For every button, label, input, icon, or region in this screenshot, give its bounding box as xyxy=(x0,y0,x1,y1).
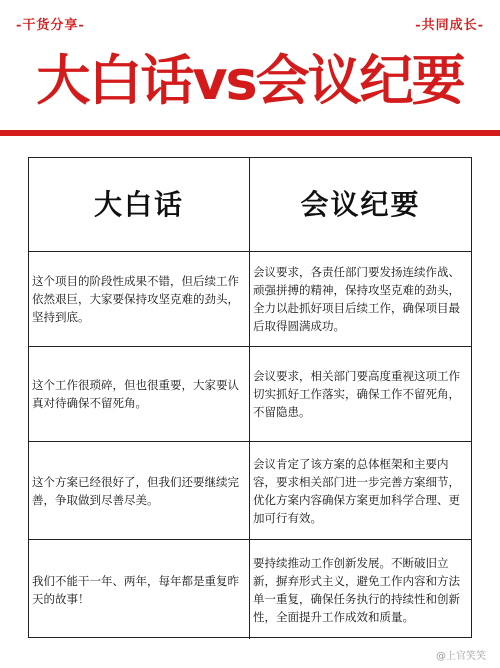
plain-cell-3: 这个方案已经很好了，但我们还要继续完善，争取做到尽善尽美。 xyxy=(29,442,250,540)
minutes-cell-4: 要持续推动工作创新发展。不断破旧立新，摒弃形式主义，避免工作内容和方法单一重复，确保任务执行的持续性和创新性，全面提升工作成效和质量。 xyxy=(253,555,460,624)
plain-cell-4: 我们不能干一年、两年，每年都是重复昨天的故事！ xyxy=(29,540,250,639)
title-divider xyxy=(0,130,500,136)
plain-cell-1: 这个项目的阶段性成果不错，但后续工作依然艰巨，大家要保持攻坚克难的劲头，坚持到底。 xyxy=(29,252,250,347)
author-watermark: @上官笑笑 xyxy=(436,651,486,662)
minutes-cell-1: 会议要求，各责任部门要发扬连续作战、顽强拼搏的精神，保持攻坚克难的劲头，全力以赴抓好项目后续工作，确保项目最后取得圆满成功。 xyxy=(250,252,471,347)
tag-share: -干货分享- xyxy=(16,18,85,33)
column-header-minutes: 会议纪要 xyxy=(250,158,471,252)
column-header-plain: 大白话 xyxy=(29,158,250,252)
tag-grow: -共同成长- xyxy=(415,18,484,33)
minutes-cell-3: 会议肯定了该方案的总体框架和主要内容，要求相关部门进一步完善方案细节，优化方案内容确保方案更加科学合理、更加可行有效。 xyxy=(250,442,471,540)
plain-cell-2: 这个工作很琐碎，但也很重要，大家要认真对待确保不留死角。 xyxy=(29,347,250,442)
minutes-cell-2: 会议要求，相关部门要高度重视这项工作 切实抓好工作落实，确保工作不留死角，不留隐患。 xyxy=(250,347,471,442)
page-title: 大白话vs会议纪要 xyxy=(36,49,464,112)
comparison-table xyxy=(28,157,472,638)
